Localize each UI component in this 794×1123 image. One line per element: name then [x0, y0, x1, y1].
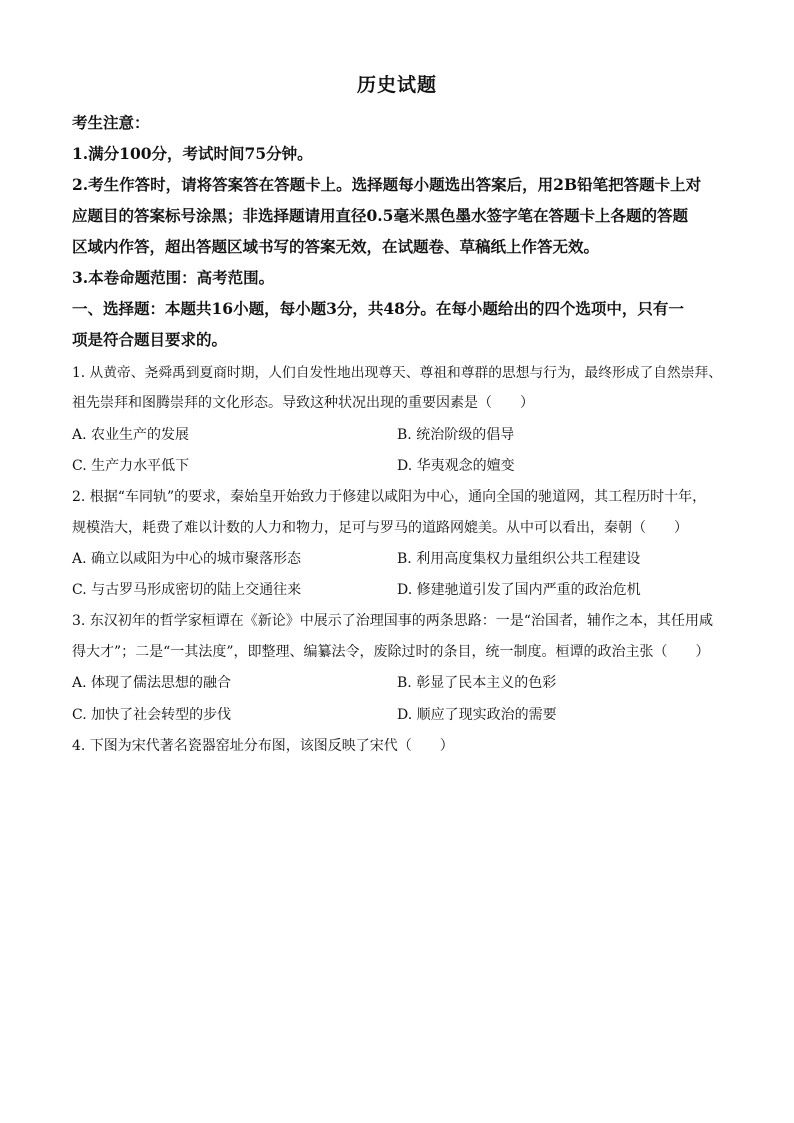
question-2-line-2: 规模浩大，耗费了难以计数的人力和物力，足可与罗马的道路网媲美。从中可以看出，秦朝（ ） [72, 520, 688, 536]
question-2-option-b: B. 利用高度集权力量组织公共工程建设 [397, 551, 641, 567]
question-3-option-d: D. 顺应了现实政治的需要 [397, 707, 557, 723]
question-3-option-a: A. 体现了儒法思想的融合 [72, 675, 232, 691]
page-title: 历史试题 [356, 74, 437, 96]
question-3-option-b: B. 彰显了民本主义的色彩 [397, 675, 557, 691]
question-2-option-c: C. 与古罗马形成密切的陆上交通往来 [72, 582, 302, 598]
section-heading-line-2: 项是符合题目要求的。 [72, 330, 228, 349]
question-4-line-1: 4. 下图为宋代著名瓷器窑址分布图，该图反映了宋代（ ） [72, 738, 454, 754]
question-2-option-d: D. 修建驰道引发了国内严重的政治危机 [397, 582, 641, 598]
question-1-option-b: B. 统治阶级的倡导 [397, 427, 515, 443]
question-3-line-2: 得大才”；二是“一其法度”，即整理、编纂法令，废除过时的条目，统一制度。桓谭的政治主张（ ） [72, 644, 710, 660]
notice-item-2-line-2: 应题目的答案标号涂黑；非选择题请用直径0.5毫米黑色墨水签字笔在答题卡上各题的答题 [72, 206, 688, 225]
question-1-option-c: C. 生产力水平低下 [72, 458, 190, 474]
question-1-option-d: D. 华夷观念的嬗变 [397, 458, 515, 474]
question-3-option-c: C. 加快了社会转型的步伐 [72, 707, 232, 723]
question-2-option-a: A. 确立以咸阳为中心的城市聚落形态 [72, 551, 302, 567]
notice-item-2-line-3: 区域内作答，超出答题区域书写的答案无效，在试题卷、草稿纸上作答无效。 [72, 237, 600, 256]
question-2-line-1: 2. 根据“车同轨”的要求，秦始皇开始致力于修建以咸阳为中心，通向全国的驰道网，其工程历时十年， [72, 489, 707, 505]
notice-heading: 考生注意： [72, 113, 150, 132]
question-1-line-1: 1. 从黄帝、尧舜禹到夏商时期，人们自发性地出现尊天、尊祖和尊群的思想与行为，最终形成了自然崇拜、 [72, 365, 722, 381]
question-1-line-2: 祖先崇拜和图腾崇拜的文化形态。导致这种状况出现的重要因素是（ ） [72, 395, 534, 411]
question-3-line-1: 3. 东汉初年的哲学家桓谭在《新论》中展示了治理国事的两条思路：一是“治国者，辅作之本，其任用咸 [72, 613, 713, 629]
notice-item-3: 3.本卷命题范围：高考范围。 [72, 268, 275, 287]
notice-item-1: 1.满分100分，考试时间75分钟。 [72, 144, 313, 163]
notice-item-2-line-1: 2.考生作答时，请将答案答在答题卡上。选择题每小题选出答案后，用2B铅笔把答题卡上对 [72, 175, 702, 194]
section-heading-line-1: 一、选择题：本题共16小题，每小题3分，共48分。在每小题给出的四个选项中，只有一 [72, 299, 684, 318]
question-1-option-a: A. 农业生产的发展 [72, 427, 190, 443]
